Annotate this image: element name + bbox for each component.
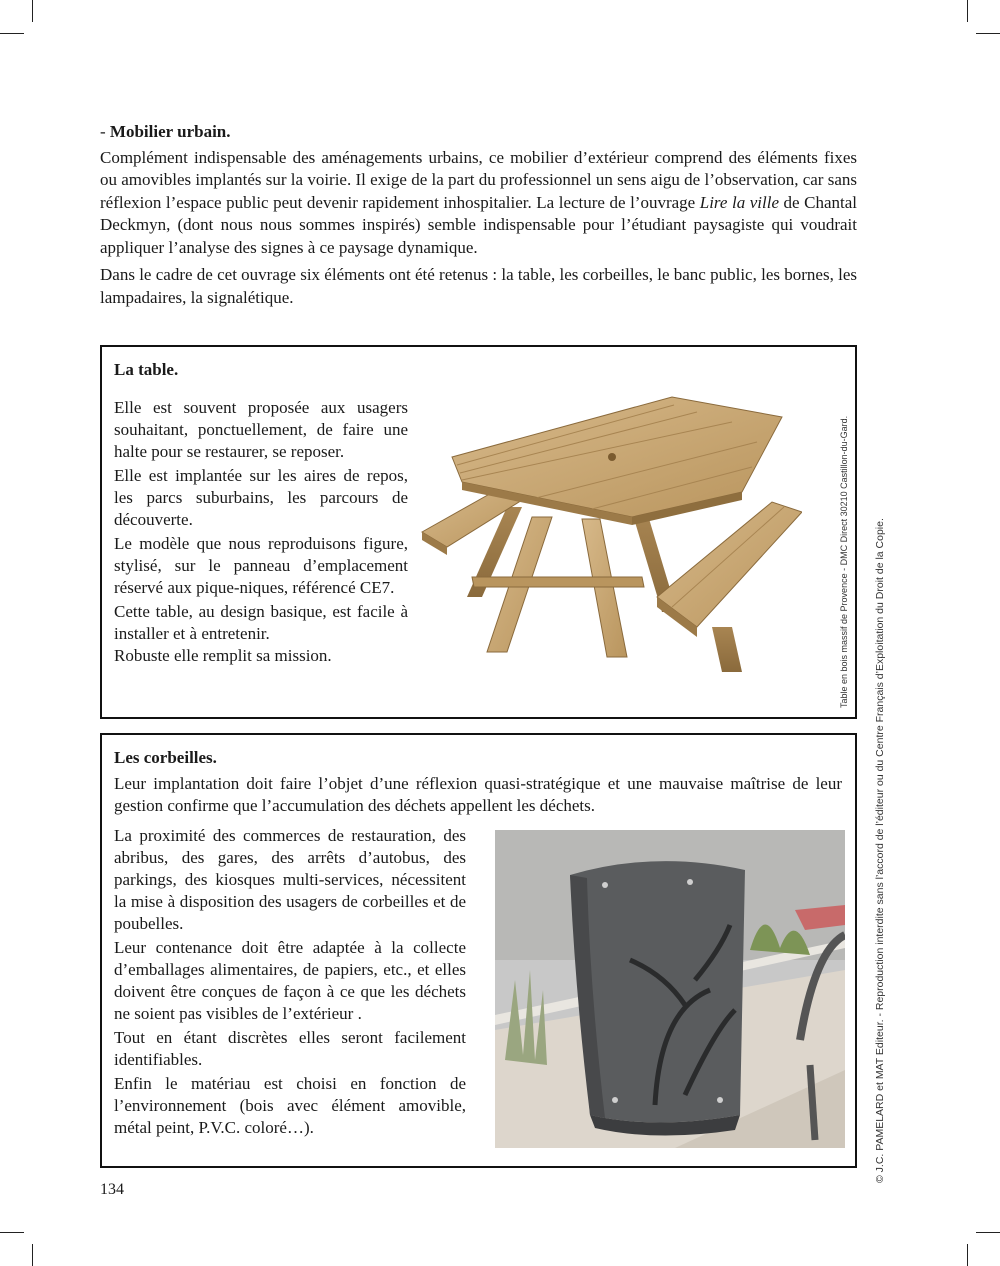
crop-mark: [32, 1244, 33, 1266]
intro-paragraph-2: Dans le cadre de cet ouvrage six éléments ont été retenus : la table, les corbeilles, le banc public, les bornes, les lampadaires, la signalétique.: [100, 265, 857, 307]
picnic-table-image: [412, 387, 802, 687]
bins-paragraph: Leur contenance doit être adaptée à la collecte d’emballages alimentaires, de papiers, etc., et elles doivent être conçues de façon à ce que les déchets ne soient pas visibles de l’extérieur .: [114, 938, 466, 1023]
section-title: Mobilier urbain.: [109, 122, 231, 141]
book-title: Lire la ville: [699, 192, 780, 212]
bins-paragraph: La proximité des commerces de restauration, des abribus, des gares, des arrêts d’autobus, des parkings, des kiosques multi-services, nécessitent la mise à disposition des usagers de corbeilles et de poubelles.: [114, 826, 466, 933]
bins-box-title: Les corbeilles.: [114, 748, 217, 767]
bins-box-text: [114, 825, 466, 1141]
table-photo-caption: Table en bois massif de Provence - DMC Direct 30210 Castillon-du-Gard.: [839, 415, 849, 708]
table-box-text: [114, 397, 408, 669]
page-number: 134: [100, 1181, 124, 1198]
bins-paragraph: Tout en étant discrètes elles seront facilement identifiables.: [114, 1028, 466, 1069]
intro-section: [100, 121, 857, 314]
intro-paragraph: Complément indispensable des aménagements urbains, ce mobilier d’extérieur comprend des éléments fixes ou amovibles implantés sur la voirie. Il exige de la part du professionnel un sens aigu de l’observation, car sans réflexion l’espace public peut devenir rapidement inhospitalier. La lecture de l’ouvrage Lire la ville de Chantal Deckmyn, (dont nous nous sommes inspirés) semble indispensable pour l’étudiant paysagiste qui voudrait appliquer l’analyse des signes à ce paysage dynamique.: [100, 147, 857, 257]
bins-paragraph: Enfin le matériau est choisi en fonction de l’environnement (bois avec élément amovible, métal peint, P.V.C. coloré…).: [114, 1074, 466, 1137]
section-heading: - Mobilier urbain.: [100, 122, 231, 141]
crop-mark: [967, 0, 968, 22]
table-box: [100, 345, 857, 719]
crop-mark: [0, 33, 24, 34]
bins-intro: Leur implantation doit faire l’objet d’une réflexion quasi-stratégique et une mauvaise maîtrise de leur gestion confirme que l’accumulation des déchets appellent les déchets.: [114, 774, 842, 815]
crop-mark: [32, 0, 33, 22]
crop-mark: [967, 1244, 968, 1266]
table-paragraph: Le modèle que nous reproduisons figure, stylisé, sur le panneau d’emplacement réservé aux pique-niques, référencé CE7.: [114, 534, 408, 597]
crop-mark: [976, 1232, 1000, 1233]
copyright-notice: © J.C. PAMELARD et MAT Editeur. - Reproduction interdite sans l’accord de l’éditeur ou du Centre Français d’Exploitation du Droit de la Copie.: [874, 518, 886, 1183]
table-box-title: La table.: [114, 360, 179, 379]
litter-bin-image: [495, 830, 845, 1148]
table-paragraph: Robuste elle remplit sa mission.: [114, 646, 332, 665]
bins-box: [100, 733, 857, 1168]
crop-mark: [976, 33, 1000, 34]
crop-mark: [0, 1232, 24, 1233]
table-paragraph: Cette table, au design basique, est facile à installer et à entretenir.: [114, 602, 408, 643]
table-paragraph: Elle est implantée sur les aires de repos, les parcs suburbains, les parcours de découverte.: [114, 466, 408, 529]
table-paragraph: Elle est souvent proposée aux usagers souhaitant, ponctuellement, de faire une halte pour se restaurer, se reposer.: [114, 398, 408, 461]
